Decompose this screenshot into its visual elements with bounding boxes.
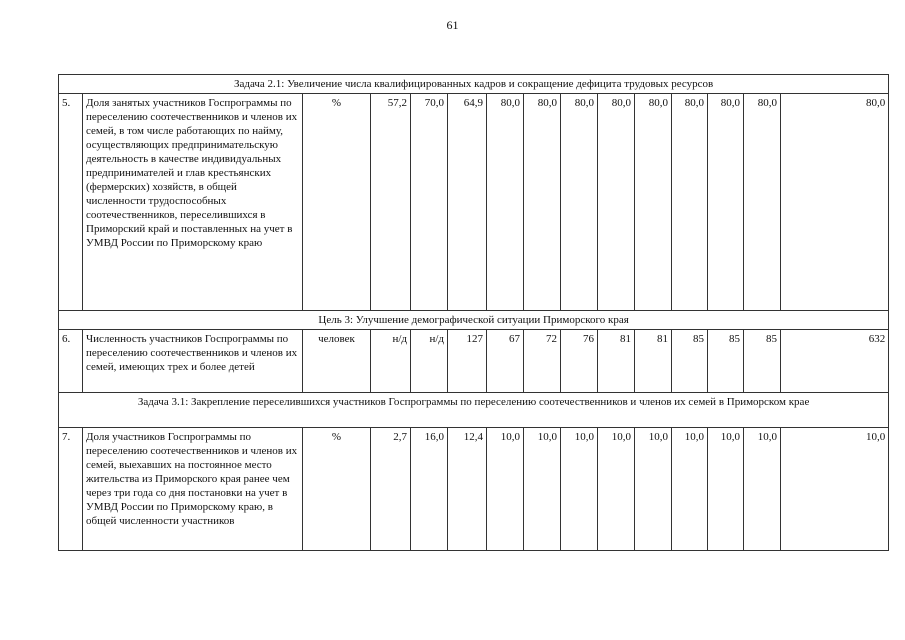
value-cell: 10,0 [744, 428, 781, 551]
row-number: 5. [59, 94, 83, 311]
section-goal-3: Цель 3: Улучшение демографической ситуации Приморского края [59, 311, 889, 330]
value-cell: 80,0 [744, 94, 781, 311]
value-cell: 85 [744, 330, 781, 393]
section-row [59, 393, 889, 428]
value-cell: 80,0 [524, 94, 561, 311]
value-cell: 67 [487, 330, 524, 393]
section-task-3-1: Задача 3.1: Закрепление переселившихся участников Госпрограммы по переселению соотечественников и членов их семей в Приморском крае [59, 393, 889, 428]
total-cell: 80,0 [781, 94, 889, 311]
value-cell: 10,0 [598, 428, 635, 551]
value-cell: 64,9 [448, 94, 487, 311]
row-number: 6. [59, 330, 83, 393]
indicator-name: Доля участников Госпрограммы по переселению соотечественников и членов их семей, выехавших на постоянное место жительства из Приморского края ранее чем через три года со дня постановки на учет в УМВД России по Приморскому краю, в общей численности участников [83, 428, 303, 551]
value-cell: 10,0 [487, 428, 524, 551]
value-cell: н/д [371, 330, 411, 393]
value-cell: 70,0 [411, 94, 448, 311]
value-cell: 16,0 [411, 428, 448, 551]
value-cell: 10,0 [524, 428, 561, 551]
total-cell: 10,0 [781, 428, 889, 551]
value-cell: 85 [708, 330, 744, 393]
value-cell: 12,4 [448, 428, 487, 551]
value-cell: 10,0 [635, 428, 672, 551]
section-row [59, 311, 889, 330]
table-row [59, 428, 889, 551]
value-cell: 81 [598, 330, 635, 393]
row-number: 7. [59, 428, 83, 551]
value-cell: 80,0 [487, 94, 524, 311]
unit-cell: % [303, 428, 371, 551]
value-cell: 76 [561, 330, 598, 393]
value-cell: 80,0 [598, 94, 635, 311]
unit-cell: человек [303, 330, 371, 393]
value-cell: 85 [672, 330, 708, 393]
section-task-2-1: Задача 2.1: Увеличение числа квалифицированных кадров и сокращение дефицита трудовых ресурсов [59, 75, 889, 94]
indicator-name: Доля занятых участников Госпрограммы по переселению соотечественников и членов их семей, в том числе работающих по найму, осуществляющих предпринимательскую деятельность в качестве индивидуальных предпринимателей и глав крестьянских (фермерских) хозяйств, в общей численности трудоспособных соотечественников, переселившихся в Приморский край и поставленных на учет в УМВД России по Приморскому краю [83, 94, 303, 311]
value-cell: 10,0 [561, 428, 598, 551]
value-cell: 80,0 [708, 94, 744, 311]
value-cell: 80,0 [561, 94, 598, 311]
indicators-table [58, 74, 889, 551]
value-cell: 10,0 [708, 428, 744, 551]
value-cell: 127 [448, 330, 487, 393]
section-row [59, 75, 889, 94]
value-cell: 81 [635, 330, 672, 393]
value-cell: 57,2 [371, 94, 411, 311]
total-cell: 632 [781, 330, 889, 393]
value-cell: 2,7 [371, 428, 411, 551]
value-cell: 80,0 [672, 94, 708, 311]
value-cell: н/д [411, 330, 448, 393]
value-cell: 72 [524, 330, 561, 393]
unit-cell: % [303, 94, 371, 311]
table-row [59, 94, 889, 311]
value-cell: 80,0 [635, 94, 672, 311]
page-number: 61 [446, 18, 459, 32]
table-row [59, 330, 889, 393]
indicator-name: Численность участников Госпрограммы по переселению соотечественников и членов их семей, имеющих трех и более детей [83, 330, 303, 393]
value-cell: 10,0 [672, 428, 708, 551]
